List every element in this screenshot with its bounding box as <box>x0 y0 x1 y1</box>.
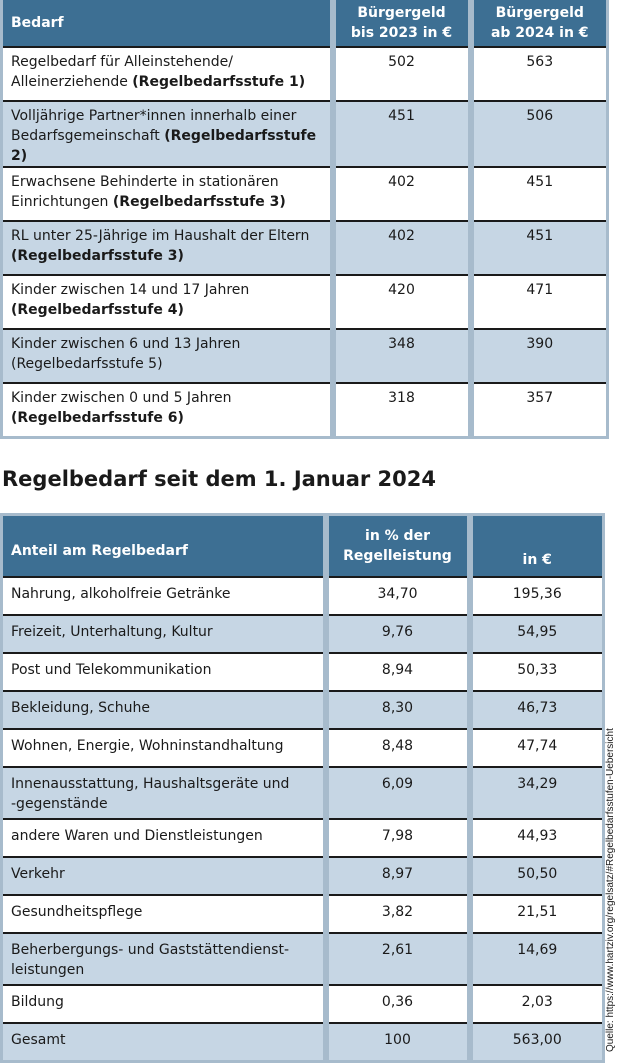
category-line1: andere Waren und Dienstleistungen <box>11 828 263 844</box>
bedarf-line2 <box>11 408 322 428</box>
euro-cell: 14,69 <box>470 933 604 985</box>
value-2024-cell: 563 <box>471 47 608 101</box>
euro-cell: 195,36 <box>470 577 604 615</box>
table-row <box>2 221 608 275</box>
category-line1: Gesundheitspflege <box>11 904 143 920</box>
euro-cell: 34,29 <box>470 767 604 819</box>
table-row <box>2 819 604 857</box>
bedarf-line2-plain: Einrichtungen <box>11 194 113 210</box>
table1-header-row <box>2 0 608 47</box>
value-2023-cell: 348 <box>333 329 471 383</box>
category-cell <box>2 895 326 933</box>
table-row <box>2 577 604 615</box>
value-2023-cell: 402 <box>333 167 471 221</box>
category-line1: Wohnen, Energie, Wohninstandhaltung <box>11 738 284 754</box>
bedarf-line2-bold: (Regelbedarfsstufe 3) <box>112 194 286 210</box>
bedarf-line1: Regelbedarf für Alleinstehende/ <box>11 54 233 70</box>
value-2023-cell: 318 <box>333 383 471 437</box>
bedarf-line2 <box>11 300 322 320</box>
table-row <box>2 933 604 985</box>
bedarf-line2 <box>11 246 322 266</box>
header-bedarf: Bedarf <box>2 0 333 47</box>
table2-header-row <box>2 515 604 578</box>
regelbedarf-table-2023-2024 <box>0 0 609 439</box>
table-row <box>2 101 608 167</box>
value-2024-cell: 506 <box>471 101 608 167</box>
bedarf-cell <box>2 101 333 167</box>
bedarf-line1: RL unter 25-Jährige im Haushalt der Eltern <box>11 228 310 244</box>
category-cell <box>2 857 326 895</box>
category-line1: Bekleidung, Schuhe <box>11 700 150 716</box>
table-row <box>2 729 604 767</box>
bedarf-cell <box>2 167 333 221</box>
percent-cell: 8,94 <box>326 653 470 691</box>
category-cell <box>2 767 326 819</box>
table-row <box>2 167 608 221</box>
category-cell <box>2 653 326 691</box>
header-prozent-line2: Regelleistung <box>343 548 452 564</box>
euro-cell: 50,33 <box>470 653 604 691</box>
table-row <box>2 383 608 437</box>
euro-cell: 2,03 <box>470 985 604 1023</box>
bedarf-line1: Erwachsene Behinderte in stationären <box>11 174 279 190</box>
bedarf-line1: Kinder zwischen 6 und 13 Jahren <box>11 336 241 352</box>
header-prozent <box>326 515 470 578</box>
euro-cell: 563,00 <box>470 1023 604 1061</box>
euro-cell: 46,73 <box>470 691 604 729</box>
percent-cell: 6,09 <box>326 767 470 819</box>
value-2024-cell: 357 <box>471 383 608 437</box>
bedarf-cell <box>2 383 333 437</box>
bedarf-line2 <box>11 354 322 374</box>
source-note: Quelle: https://www.hartziv.org/regelsatz/#Regelbedarfsstufen-Uebersicht <box>605 728 616 1052</box>
header-2023-line2: bis 2023 in € <box>350 25 453 41</box>
header-2023-line1: Bürgergeld <box>357 5 446 21</box>
value-2024-cell: 451 <box>471 221 608 275</box>
bedarf-line2-bold: (Regelbedarfsstufe 3) <box>11 248 184 264</box>
percent-cell: 8,30 <box>326 691 470 729</box>
category-cell <box>2 985 326 1023</box>
category-cell <box>2 729 326 767</box>
header-2024-line2: ab 2024 in € <box>490 25 589 41</box>
category-line2: -gegenstände <box>11 796 108 812</box>
table-row <box>2 615 604 653</box>
category-line2: leistungen <box>11 962 85 978</box>
table-row <box>2 857 604 895</box>
euro-cell: 54,95 <box>470 615 604 653</box>
header-euro: in € <box>470 515 604 578</box>
category-cell <box>2 615 326 653</box>
bedarf-line2-plain: (Regelbedarfsstufe 5) <box>11 356 163 372</box>
bedarf-cell <box>2 275 333 329</box>
value-2023-cell: 420 <box>333 275 471 329</box>
bedarf-cell <box>2 221 333 275</box>
bedarf-line1: Volljährige Partner*innen innerhalb einer <box>11 108 297 124</box>
table-row <box>2 275 608 329</box>
percent-cell: 8,97 <box>326 857 470 895</box>
bedarf-line2-bold: (Regelbedarfsstufe 6) <box>11 410 184 426</box>
bedarf-line1: Kinder zwischen 0 und 5 Jahren <box>11 390 232 406</box>
bedarf-cell <box>2 47 333 101</box>
value-2024-cell: 390 <box>471 329 608 383</box>
header-prozent-line1: in % der <box>365 528 430 544</box>
percent-cell: 3,82 <box>326 895 470 933</box>
category-cell <box>2 1023 326 1061</box>
percent-cell: 100 <box>326 1023 470 1061</box>
table-row <box>2 329 608 383</box>
percent-cell: 9,76 <box>326 615 470 653</box>
table-row <box>2 767 604 819</box>
value-2023-cell: 402 <box>333 221 471 275</box>
bedarf-line2-plain: Bedarfsgemeinschaft <box>11 128 165 144</box>
bedarf-line2-bold: (Regelbedarfsstufe 4) <box>11 302 184 318</box>
category-cell <box>2 577 326 615</box>
percent-cell: 8,48 <box>326 729 470 767</box>
percent-cell: 0,36 <box>326 985 470 1023</box>
bedarf-line1: Kinder zwischen 14 und 17 Jahren <box>11 282 250 298</box>
percent-cell: 2,61 <box>326 933 470 985</box>
regelbedarf-anteile-table <box>0 513 605 1063</box>
category-line1: Innenausstattung, Haushaltsgeräte und <box>11 776 290 792</box>
table-row <box>2 691 604 729</box>
euro-cell: 47,74 <box>470 729 604 767</box>
bedarf-line2-bold: (Regelbedarfsstufe 2) <box>11 128 317 164</box>
table-row <box>2 653 604 691</box>
percent-cell: 7,98 <box>326 819 470 857</box>
table-row <box>2 1023 604 1061</box>
category-line1: Post und Telekommunikation <box>11 662 212 678</box>
bedarf-line2-plain: Alleinerziehende <box>11 74 133 90</box>
percent-cell: 34,70 <box>326 577 470 615</box>
bedarf-line2 <box>11 126 322 166</box>
section-heading: Regelbedarf seit dem 1. Januar 2024 <box>2 467 436 491</box>
table-row <box>2 985 604 1023</box>
header-anteil: Anteil am Regelbedarf <box>2 515 326 578</box>
bedarf-line2 <box>11 72 322 92</box>
header-buergergeld-2024 <box>471 0 608 47</box>
category-cell <box>2 933 326 985</box>
header-2024-line1: Bürgergeld <box>495 5 584 21</box>
table-row <box>2 47 608 101</box>
table-row <box>2 895 604 933</box>
value-2024-cell: 451 <box>471 167 608 221</box>
bedarf-cell <box>2 329 333 383</box>
category-cell <box>2 691 326 729</box>
category-cell <box>2 819 326 857</box>
category-line1: Verkehr <box>11 866 65 882</box>
euro-cell: 21,51 <box>470 895 604 933</box>
category-line1: Beherbergungs- und Gaststättendienst- <box>11 942 290 958</box>
category-line1: Nahrung, alkoholfreie Getränke <box>11 586 231 602</box>
value-2023-cell: 502 <box>333 47 471 101</box>
euro-cell: 44,93 <box>470 819 604 857</box>
category-line1: Freizeit, Unterhaltung, Kultur <box>11 624 213 640</box>
category-line1: Gesamt <box>11 1032 66 1048</box>
value-2023-cell: 451 <box>333 101 471 167</box>
bedarf-line2-bold: (Regelbedarfsstufe 1) <box>132 74 306 90</box>
category-line1: Bildung <box>11 994 64 1010</box>
euro-cell: 50,50 <box>470 857 604 895</box>
bedarf-line2 <box>11 192 322 212</box>
header-buergergeld-2023 <box>333 0 471 47</box>
value-2024-cell: 471 <box>471 275 608 329</box>
